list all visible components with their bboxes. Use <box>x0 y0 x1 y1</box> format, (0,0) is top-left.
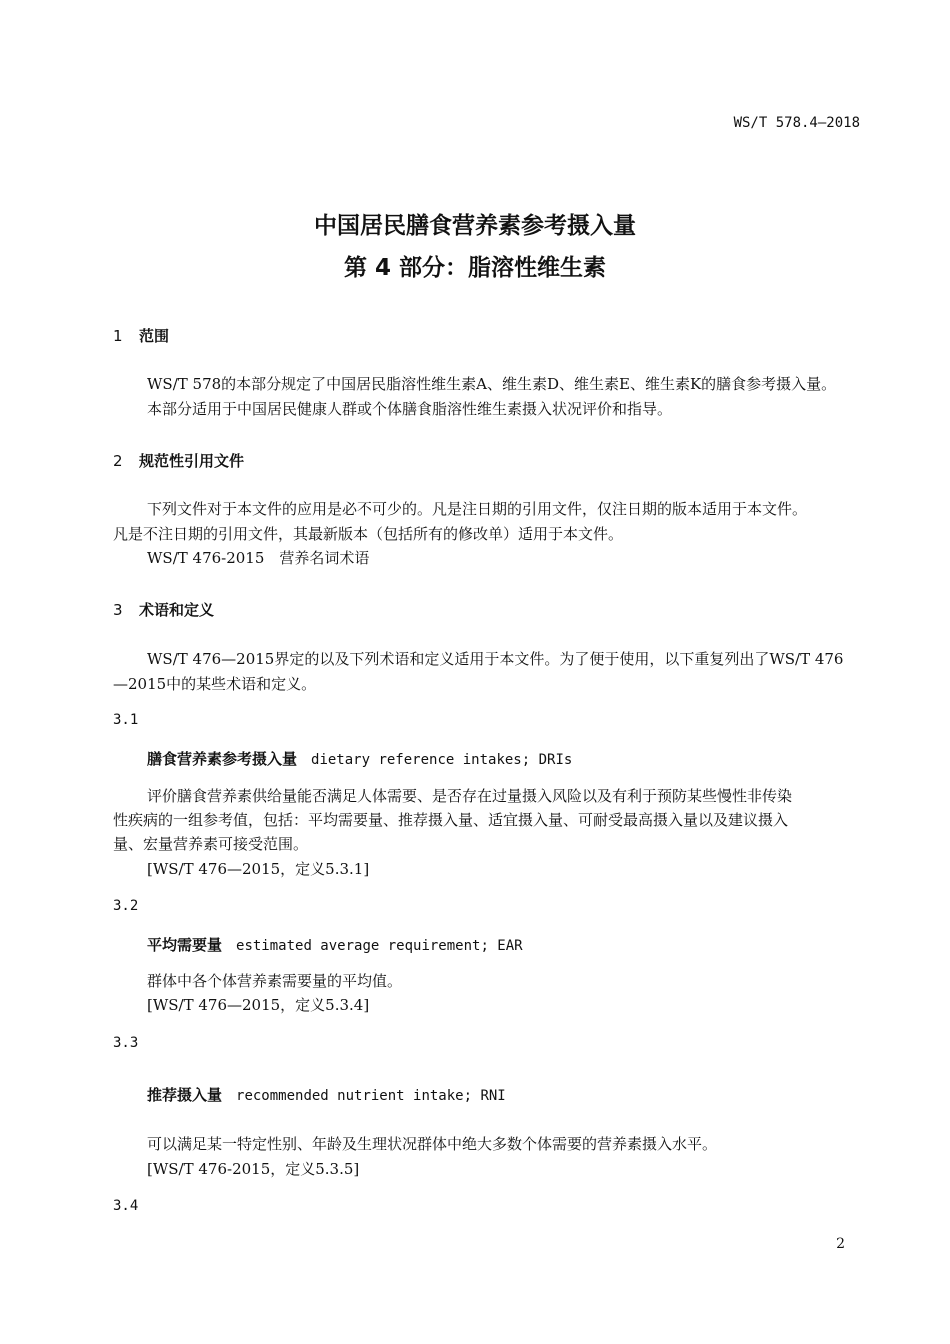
section-heading-1 <box>113 325 169 346</box>
term-english: recommended nutrient intake; RNI <box>236 1088 506 1104</box>
section-title: 术语和定义 <box>139 601 215 619</box>
term-definition-continuation: 量、宏量营养素可接受范围。 <box>113 835 309 853</box>
section-title: 范围 <box>139 327 170 345</box>
term-chinese: 平均需要量 <box>147 936 223 954</box>
section-heading-2 <box>113 450 244 471</box>
term-definition: 群体中各个体营养素需要量的平均值。 <box>147 972 403 990</box>
term-number: 3.4 <box>113 1198 139 1214</box>
term-number: 3.1 <box>113 712 139 728</box>
normative-reference: WS/T 476-2015 营养名词术语 <box>147 549 370 567</box>
term-chinese: 推荐摄入量 <box>147 1086 223 1104</box>
section-number: 2 <box>113 452 123 470</box>
term-heading <box>147 1084 506 1105</box>
document-subtitle: 第 4 部分：脂溶性维生素 <box>343 255 607 281</box>
paragraph: WS/T 476—2015界定的以及下列术语和定义适用于本文件。为了便于使用，以下重复列出了WS/T 476 <box>147 650 844 668</box>
document-title: 中国居民膳食营养素参考摄入量 <box>314 213 636 239</box>
term-definition-continuation: 性疾病的一组参考值，包括：平均需要量、推荐摄入量、适宜摄入量、可耐受最高摄入量以及建议摄入 <box>113 811 789 829</box>
paragraph: 本部分适用于中国居民健康人群或个体膳食脂溶性维生素摄入状况评价和指导。 <box>147 400 673 418</box>
paragraph-continuation: 凡是不注日期的引用文件，其最新版本（包括所有的修改单）适用于本文件。 <box>113 525 624 543</box>
section-number: 3 <box>113 601 123 619</box>
term-definition: 评价膳食营养素供给量能否满足人体需要、是否存在过量摄入风险以及有利于预防某些慢性非传染 <box>147 787 793 805</box>
term-number: 3.2 <box>113 898 139 914</box>
paragraph: 下列文件对于本文件的应用是必不可少的。凡是注日期的引用文件，仅注日期的版本适用于本文件。 <box>147 500 808 518</box>
term-english: dietary reference intakes; DRIs <box>311 752 573 768</box>
section-title: 规范性引用文件 <box>139 452 245 470</box>
section-number: 1 <box>113 327 123 345</box>
section-heading-3 <box>113 599 214 620</box>
term-source: [WS/T 476—2015，定义5.3.1] <box>147 860 370 878</box>
term-heading <box>147 748 572 769</box>
paragraph-continuation: —2015中的某些术语和定义。 <box>113 675 317 693</box>
term-source: [WS/T 476—2015，定义5.3.4] <box>147 996 370 1014</box>
term-english: estimated average requirement; EAR <box>236 938 523 954</box>
term-definition: 可以满足某一特定性别、年龄及生理状况群体中绝大多数个体需要的营养素摄入水平。 <box>147 1135 718 1153</box>
standard-code: WS/T 578.4—2018 <box>733 115 860 131</box>
term-number: 3.3 <box>113 1035 139 1051</box>
term-source: [WS/T 476-2015，定义5.3.5] <box>147 1160 360 1178</box>
paragraph: WS/T 578的本部分规定了中国居民脂溶性维生素A、维生素D、维生素E、维生素K的膳食参考摄入量。 <box>147 375 837 393</box>
term-chinese: 膳食营养素参考摄入量 <box>147 750 298 768</box>
page-number: 2 <box>836 1236 845 1252</box>
term-heading <box>147 934 523 955</box>
